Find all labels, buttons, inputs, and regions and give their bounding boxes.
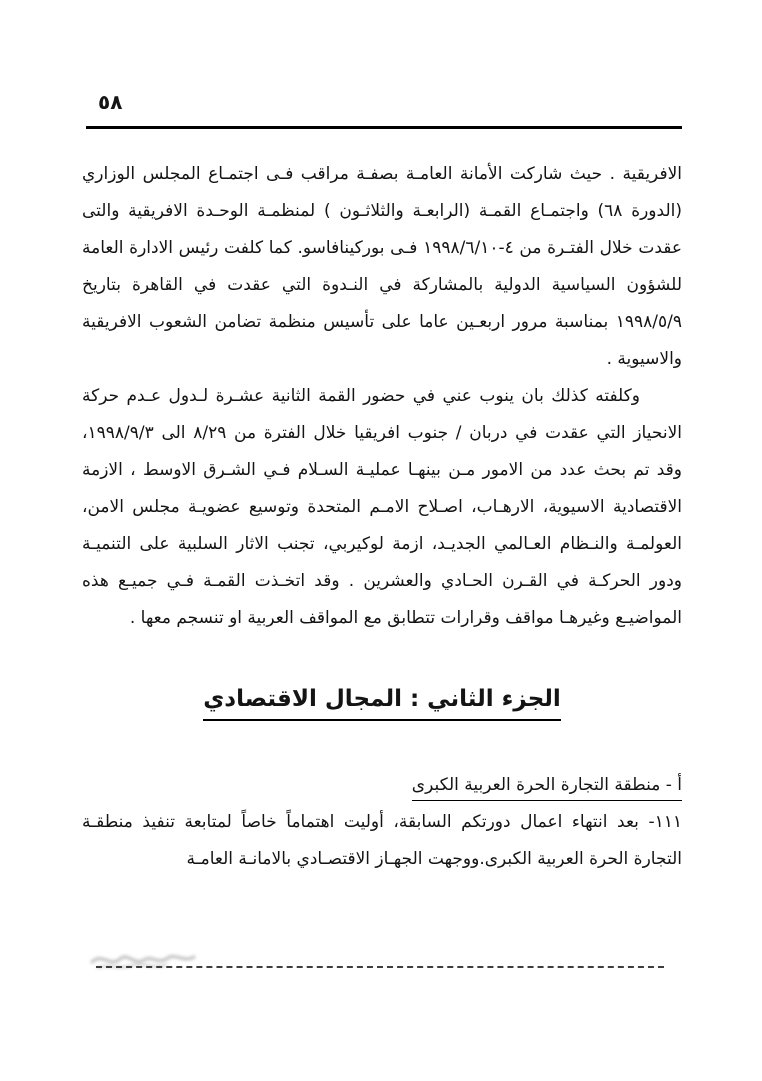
page-number: ٥٨ bbox=[98, 90, 123, 114]
item-text: بعد انتهاء اعمال دورتكم السابقة، أوليت اهتماماً خاصاً لمتابعة تنفيذ منطقـة التجارة الحرة العربية الكبرى.ووجهت الجهـاز الاقتصـادي بالامانـة العامـة bbox=[82, 812, 682, 869]
section-heading: الجزء الثاني : المجال الاقتصادي bbox=[203, 684, 561, 721]
header-rule bbox=[86, 126, 682, 129]
subsection-heading-row bbox=[82, 767, 682, 804]
subsection-heading: أ - منطقة التجارة الحرة العربية الكبرى bbox=[412, 773, 682, 801]
numbered-item bbox=[82, 804, 682, 878]
footer-smudge bbox=[88, 946, 198, 972]
item-number: ١١١- bbox=[648, 812, 683, 832]
section-heading-row bbox=[82, 683, 682, 721]
body-text bbox=[82, 156, 682, 878]
paragraph: الافريقية . حيث شاركت الأمانة العامـة بصفـة مراقب فـى اجتمـاع المجلس الوزاري (الدورة ٦٨) واجتمـاع القمـة (الرابعـة والثلاثـون ) لمنظمـة الوحـدة الافريقية والتى عقدت خلال الفتـرة من ٤-١٩٩٨/٦/١٠ فـى بوركينافاسو. كما كلفت رئيس الادارة العامة للشؤون السياسية الدولية بالمشاركة في النـدوة التي عقدت في القاهرة بتاريخ ١٩٩٨/٥/٩ بمناسبة مرور اربعـين عاما على تأسيس منظمة تضامن الشعوب الافريقية والاسيوية . bbox=[82, 164, 682, 369]
paragraph: وكلفته كذلك بان ينوب عني في حضور القمة الثانية عشـرة لـدول عـدم حركة الانحياز التي عقدت في دربان / جنوب افريقيا خلال الفترة من ٨/٢٩ الى ١٩٩٨/٩/٣، وقد تم بحث عدد من الامور مـن بينهـا عمليـة السـلام فـي الشـرق الاوسط ، الازمة الاقتصادية الاسيوية، الارهـاب، اصـلاح الامـم المتحدة وتوسيع عضويـة مجلس الامن، العولمـة والنـظام العـالمي الجديـد، ازمة لوكيربي، تجنب الاثار السلبية على التنميـة ودور الحركـة في القـرن الحـادي والعشرين . وقد اتخـذت القمـة فـي جميـع هذه المواضيـع وغيرهـا مواقف وقرارات تتطابق مع المواقف العربية او تنسجم معها . bbox=[82, 386, 682, 628]
footer-divider bbox=[96, 966, 664, 968]
